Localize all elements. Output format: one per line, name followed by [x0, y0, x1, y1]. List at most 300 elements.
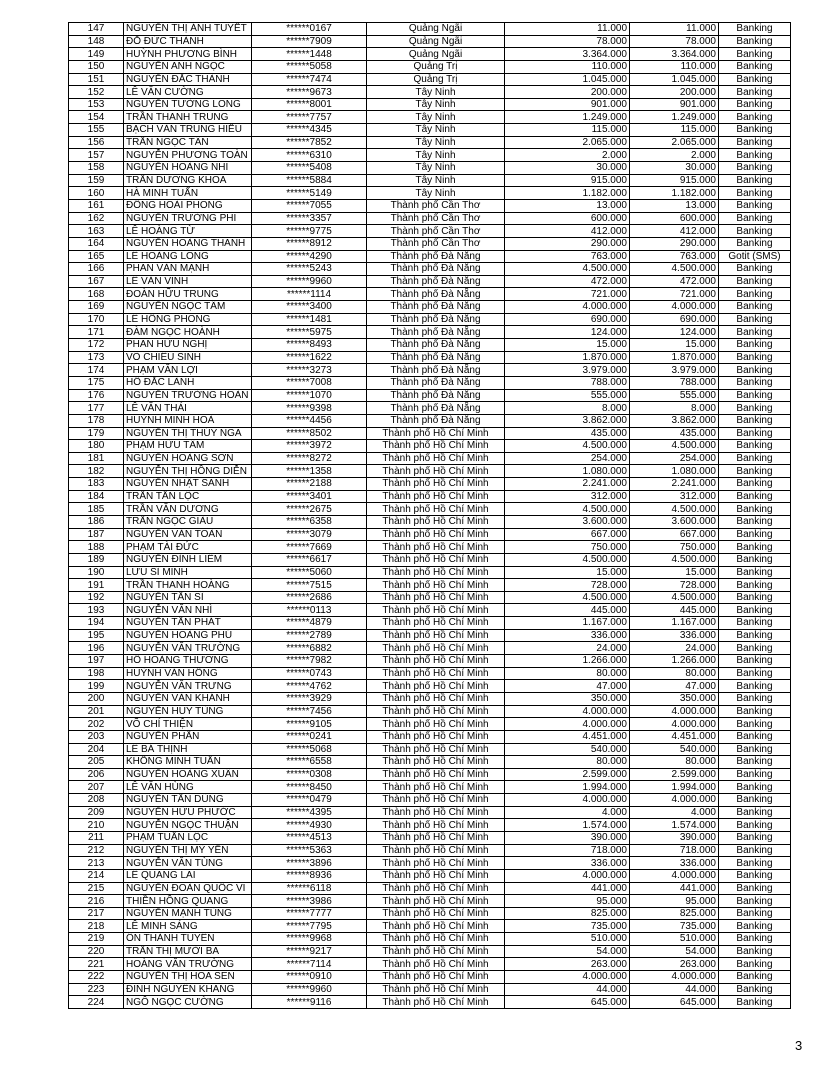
- paid-amount: 825.000: [630, 907, 719, 920]
- recipient-name: NGUYỄN NHẬT SANH: [124, 478, 252, 491]
- province: Thành phố Hồ Chí Minh: [367, 579, 505, 592]
- payment-channel: Banking: [719, 136, 791, 149]
- recipient-name: HÀ MINH TUẤN: [124, 187, 252, 200]
- table-row: [69, 124, 791, 137]
- province: Tây Ninh: [367, 136, 505, 149]
- paid-amount: 3.600.000: [630, 515, 719, 528]
- recipient-name: NGUYỄN HOÀNG PHÚ: [124, 629, 252, 642]
- account-number: ******7982: [252, 655, 367, 668]
- amount: 4.500.000: [505, 440, 630, 453]
- amount: 721.000: [505, 288, 630, 301]
- account-number: ******7669: [252, 541, 367, 554]
- amount: 4.500.000: [505, 591, 630, 604]
- table-row: [69, 667, 791, 680]
- amount: 718.000: [505, 844, 630, 857]
- amount: 390.000: [505, 832, 630, 845]
- province: Thành phố Cần Thơ: [367, 199, 505, 212]
- amount: 115.000: [505, 124, 630, 137]
- paid-amount: 4.000.000: [630, 794, 719, 807]
- paid-amount: 390.000: [630, 832, 719, 845]
- payment-channel: Banking: [719, 541, 791, 554]
- province: Thành phố Cần Thơ: [367, 237, 505, 250]
- paid-amount: 8.000: [630, 402, 719, 415]
- account-number: ******4290: [252, 250, 367, 263]
- paid-amount: 15.000: [630, 566, 719, 579]
- table-row: [69, 591, 791, 604]
- row-number: 213: [69, 857, 124, 870]
- table-row: [69, 768, 791, 781]
- recipient-name: NGUYỄN HOÀNG XUÂN: [124, 768, 252, 781]
- payment-channel: Banking: [719, 73, 791, 86]
- payment-channel: Banking: [719, 832, 791, 845]
- account-number: ******8936: [252, 869, 367, 882]
- paid-amount: 4.500.000: [630, 553, 719, 566]
- province: Thành phố Đà Nẵng: [367, 339, 505, 352]
- recipient-name: TRẦN DƯƠNG KHOA: [124, 174, 252, 187]
- amount: 510.000: [505, 933, 630, 946]
- account-number: ******4345: [252, 124, 367, 137]
- account-number: ******8502: [252, 427, 367, 440]
- row-number: 192: [69, 591, 124, 604]
- paid-amount: 4.000.000: [630, 869, 719, 882]
- payment-channel: Banking: [719, 187, 791, 200]
- row-number: 176: [69, 389, 124, 402]
- recipient-name: NGUYỄN THỊ HỒNG DIỄN: [124, 465, 252, 478]
- account-number: ******5243: [252, 263, 367, 276]
- table-row: [69, 250, 791, 263]
- row-number: 203: [69, 730, 124, 743]
- table-row: [69, 440, 791, 453]
- recipient-name: NGUYỄN THỊ MỸ YẾN: [124, 844, 252, 857]
- account-number: ******5363: [252, 844, 367, 857]
- account-number: ******2675: [252, 503, 367, 516]
- paid-amount: 3.979.000: [630, 364, 719, 377]
- amount: 901.000: [505, 98, 630, 111]
- province: Tây Ninh: [367, 98, 505, 111]
- row-number: 155: [69, 124, 124, 137]
- amount: 1.249.000: [505, 111, 630, 124]
- payment-channel: Banking: [719, 376, 791, 389]
- province: Thành phố Hồ Chí Minh: [367, 541, 505, 554]
- recipient-name: PHẠM TUẤN LỘC: [124, 832, 252, 845]
- account-number: ******0743: [252, 667, 367, 680]
- province: Thành phố Hồ Chí Minh: [367, 566, 505, 579]
- province: Tây Ninh: [367, 149, 505, 162]
- account-number: ******8912: [252, 237, 367, 250]
- payment-channel: Banking: [719, 629, 791, 642]
- paid-amount: 312.000: [630, 490, 719, 503]
- province: Tây Ninh: [367, 124, 505, 137]
- account-number: ******5884: [252, 174, 367, 187]
- payment-channel: Banking: [719, 882, 791, 895]
- payment-channel: Banking: [719, 730, 791, 743]
- amount: 124.000: [505, 326, 630, 339]
- table-row: [69, 48, 791, 61]
- recipient-name: LÊ QUANG LAI: [124, 869, 252, 882]
- province: Thành phố Hồ Chí Minh: [367, 528, 505, 541]
- row-number: 222: [69, 971, 124, 984]
- province: Thành phố Hồ Chí Minh: [367, 655, 505, 668]
- row-number: 180: [69, 440, 124, 453]
- page-number: 3: [795, 1038, 803, 1053]
- paid-amount: 15.000: [630, 339, 719, 352]
- paid-amount: 54.000: [630, 945, 719, 958]
- paid-amount: 115.000: [630, 124, 719, 137]
- recipient-name: BẠCH VĂN TRUNG HIẾU: [124, 124, 252, 137]
- account-number: ******9960: [252, 983, 367, 996]
- amount: 78.000: [505, 35, 630, 48]
- amount: 4.451.000: [505, 730, 630, 743]
- amount: 4.000.000: [505, 971, 630, 984]
- amount: 13.000: [505, 199, 630, 212]
- table-row: [69, 23, 791, 36]
- amount: 11.000: [505, 23, 630, 36]
- row-number: 189: [69, 553, 124, 566]
- row-number: 224: [69, 996, 124, 1009]
- account-number: ******0308: [252, 768, 367, 781]
- account-number: ******6310: [252, 149, 367, 162]
- row-number: 156: [69, 136, 124, 149]
- amount: 1.080.000: [505, 465, 630, 478]
- recipient-name: NGUYỄN PHƯƠNG TOÀN: [124, 149, 252, 162]
- account-number: ******0167: [252, 23, 367, 36]
- paid-amount: 2.599.000: [630, 768, 719, 781]
- payment-channel: Banking: [719, 402, 791, 415]
- payment-channel: Banking: [719, 263, 791, 276]
- province: Thành phố Đà Nẵng: [367, 326, 505, 339]
- amount: 24.000: [505, 642, 630, 655]
- recipient-name: THIỀN HỒNG QUANG: [124, 895, 252, 908]
- payment-channel: Banking: [719, 339, 791, 352]
- payment-channel: Banking: [719, 743, 791, 756]
- table-row: [69, 844, 791, 857]
- amount: 4.000.000: [505, 718, 630, 731]
- recipient-name: NGUYỄN NGỌC THUẬN: [124, 819, 252, 832]
- amount: 750.000: [505, 541, 630, 554]
- paid-amount: 13.000: [630, 199, 719, 212]
- recipient-name: NGUYỄN HUY TÙNG: [124, 705, 252, 718]
- table-row: [69, 288, 791, 301]
- paid-amount: 510.000: [630, 933, 719, 946]
- paid-amount: 915.000: [630, 174, 719, 187]
- amount: 350.000: [505, 692, 630, 705]
- account-number: ******9775: [252, 225, 367, 238]
- recipient-name: HUỲNH PHƯƠNG BÌNH: [124, 48, 252, 61]
- table-row: [69, 680, 791, 693]
- amount: 200.000: [505, 86, 630, 99]
- recipient-name: NGUYỄN TRƯỜNG PHI: [124, 212, 252, 225]
- payment-channel: Banking: [719, 275, 791, 288]
- table-row: [69, 857, 791, 870]
- account-number: ******6558: [252, 756, 367, 769]
- table-row: [69, 427, 791, 440]
- payment-channel: Banking: [719, 591, 791, 604]
- recipient-name: TRẦN TẤN LỘC: [124, 490, 252, 503]
- payment-channel: Banking: [719, 35, 791, 48]
- row-number: 163: [69, 225, 124, 238]
- account-number: ******3357: [252, 212, 367, 225]
- amount: 15.000: [505, 339, 630, 352]
- payment-channel: Banking: [719, 819, 791, 832]
- table-row: [69, 503, 791, 516]
- paid-amount: 4.500.000: [630, 263, 719, 276]
- row-number: 150: [69, 60, 124, 73]
- paid-amount: 472.000: [630, 275, 719, 288]
- row-number: 217: [69, 907, 124, 920]
- payment-channel: Banking: [719, 48, 791, 61]
- row-number: 211: [69, 832, 124, 845]
- row-number: 170: [69, 313, 124, 326]
- province: Thành phố Hồ Chí Minh: [367, 781, 505, 794]
- province: Thành phố Hồ Chí Minh: [367, 882, 505, 895]
- account-number: ******5068: [252, 743, 367, 756]
- account-number: ******7055: [252, 199, 367, 212]
- table-row: [69, 933, 791, 946]
- table-row: [69, 541, 791, 554]
- table-row: [69, 655, 791, 668]
- province: Tây Ninh: [367, 86, 505, 99]
- account-number: ******5060: [252, 566, 367, 579]
- row-number: 223: [69, 983, 124, 996]
- province: Thành phố Hồ Chí Minh: [367, 844, 505, 857]
- recipient-name: LÊ BÁ THỊNH: [124, 743, 252, 756]
- account-number: ******5975: [252, 326, 367, 339]
- recipient-name: NGUYỄN HOÀNG NHI: [124, 162, 252, 175]
- row-number: 188: [69, 541, 124, 554]
- amount: 412.000: [505, 225, 630, 238]
- recipient-name: NGÔ NGỌC CƯỜNG: [124, 996, 252, 1009]
- amount: 763.000: [505, 250, 630, 263]
- account-number: ******1114: [252, 288, 367, 301]
- recipient-name: NGUYỄN TẤN SĨ: [124, 591, 252, 604]
- recipient-name: HỒ ĐẮC LÀNH: [124, 376, 252, 389]
- province: Thành phố Hồ Chí Minh: [367, 452, 505, 465]
- amount: 2.000: [505, 149, 630, 162]
- recipient-name: TRẦN THANH HOÀNG: [124, 579, 252, 592]
- payment-channel: Banking: [719, 933, 791, 946]
- row-number: 160: [69, 187, 124, 200]
- province: Quảng Trị: [367, 60, 505, 73]
- province: Thành phố Đà Nẵng: [367, 301, 505, 314]
- recipient-name: NGUYỄN TẤN PHÁT: [124, 617, 252, 630]
- table-row: [69, 174, 791, 187]
- table-row: [69, 35, 791, 48]
- payment-channel: Banking: [719, 794, 791, 807]
- payment-channel: Banking: [719, 945, 791, 958]
- table-row: [69, 212, 791, 225]
- paid-amount: 30.000: [630, 162, 719, 175]
- account-number: ******3896: [252, 857, 367, 870]
- account-number: ******1448: [252, 48, 367, 61]
- row-number: 186: [69, 515, 124, 528]
- province: Thành phố Hồ Chí Minh: [367, 515, 505, 528]
- account-number: ******8272: [252, 452, 367, 465]
- row-number: 159: [69, 174, 124, 187]
- amount: 95.000: [505, 895, 630, 908]
- payment-channel: Banking: [719, 465, 791, 478]
- row-number: 183: [69, 478, 124, 491]
- table-row: [69, 136, 791, 149]
- paid-amount: 1.870.000: [630, 351, 719, 364]
- paid-amount: 263.000: [630, 958, 719, 971]
- account-number: ******3273: [252, 364, 367, 377]
- row-number: 151: [69, 73, 124, 86]
- row-number: 167: [69, 275, 124, 288]
- paid-amount: 750.000: [630, 541, 719, 554]
- paid-amount: 690.000: [630, 313, 719, 326]
- province: Thành phố Cần Thơ: [367, 212, 505, 225]
- recipient-name: NGUYỄN HỮU PHƯỚC: [124, 806, 252, 819]
- account-number: ******6358: [252, 515, 367, 528]
- paid-amount: 4.000: [630, 806, 719, 819]
- table-row: [69, 781, 791, 794]
- amount: 4.000.000: [505, 301, 630, 314]
- amount: 110.000: [505, 60, 630, 73]
- recipient-name: NGUYỄN THỊ THÚY NGA: [124, 427, 252, 440]
- recipient-name: PHAN VĂN MẠNH: [124, 263, 252, 276]
- table-row: [69, 414, 791, 427]
- recipient-name: LÊ VĂN CƯỜNG: [124, 86, 252, 99]
- province: Thành phố Hồ Chí Minh: [367, 427, 505, 440]
- recipient-name: NGUYỄN NGỌC TÂM: [124, 301, 252, 314]
- recipient-name: PHẠM VĂN LỢI: [124, 364, 252, 377]
- payment-channel: Banking: [719, 313, 791, 326]
- table-row: [69, 794, 791, 807]
- province: Thành phố Hồ Chí Minh: [367, 680, 505, 693]
- recipient-name: ĐỖ ĐỨC THÀNH: [124, 35, 252, 48]
- paid-amount: 290.000: [630, 237, 719, 250]
- account-number: ******9116: [252, 996, 367, 1009]
- recipient-name: VÕ CHÍ THIỆN: [124, 718, 252, 731]
- table-row: [69, 187, 791, 200]
- row-number: 172: [69, 339, 124, 352]
- payment-channel: Banking: [719, 566, 791, 579]
- row-number: 147: [69, 23, 124, 36]
- table-row: [69, 958, 791, 971]
- row-number: 210: [69, 819, 124, 832]
- row-number: 178: [69, 414, 124, 427]
- row-number: 204: [69, 743, 124, 756]
- province: Thành phố Hồ Chí Minh: [367, 895, 505, 908]
- recipient-name: PHAN HỮU NGHỊ: [124, 339, 252, 352]
- province: Thành phố Đà Nẵng: [367, 389, 505, 402]
- paid-amount: 2.000: [630, 149, 719, 162]
- amount: 540.000: [505, 743, 630, 756]
- province: Thành phố Hồ Chí Minh: [367, 718, 505, 731]
- recipient-name: NGUYỄN VĂN TÙNG: [124, 857, 252, 870]
- account-number: ******6882: [252, 642, 367, 655]
- payment-channel: Banking: [719, 857, 791, 870]
- recipient-name: LÊ HOÀNG TỪ: [124, 225, 252, 238]
- table-row: [69, 162, 791, 175]
- row-number: 193: [69, 604, 124, 617]
- table-row: [69, 490, 791, 503]
- amount: 445.000: [505, 604, 630, 617]
- recipient-name: LÊ MINH SÁNG: [124, 920, 252, 933]
- recipient-name: ĐÀM NGỌC HOÀNH: [124, 326, 252, 339]
- paid-amount: 110.000: [630, 60, 719, 73]
- amount: 4.000.000: [505, 869, 630, 882]
- payment-channel: Banking: [719, 781, 791, 794]
- payment-channel: Banking: [719, 288, 791, 301]
- payment-channel: Banking: [719, 237, 791, 250]
- account-number: ******2789: [252, 629, 367, 642]
- table-row: [69, 452, 791, 465]
- amount: 555.000: [505, 389, 630, 402]
- payment-channel: Banking: [719, 212, 791, 225]
- row-number: 174: [69, 364, 124, 377]
- payment-channel: Banking: [719, 23, 791, 36]
- payment-channel: Banking: [719, 490, 791, 503]
- amount: 915.000: [505, 174, 630, 187]
- table-row: [69, 111, 791, 124]
- account-number: ******0241: [252, 730, 367, 743]
- row-number: 165: [69, 250, 124, 263]
- recipient-name: ĐINH NGUYÊN KHANG: [124, 983, 252, 996]
- paid-amount: 2.241.000: [630, 478, 719, 491]
- amount: 3.600.000: [505, 515, 630, 528]
- paid-amount: 1.167.000: [630, 617, 719, 630]
- account-number: ******6617: [252, 553, 367, 566]
- payment-channel: Banking: [719, 718, 791, 731]
- account-number: ******3972: [252, 440, 367, 453]
- paid-amount: 718.000: [630, 844, 719, 857]
- account-number: ******1358: [252, 465, 367, 478]
- row-number: 191: [69, 579, 124, 592]
- recipient-name: HOÀNG VĂN TRƯỜNG: [124, 958, 252, 971]
- province: Thành phố Cần Thơ: [367, 225, 505, 238]
- table-row: [69, 263, 791, 276]
- payment-channel: Banking: [719, 579, 791, 592]
- account-number: ******7757: [252, 111, 367, 124]
- recipient-name: TRẦN VĂN DƯƠNG: [124, 503, 252, 516]
- amount: 3.364.000: [505, 48, 630, 61]
- province: Thành phố Hồ Chí Minh: [367, 869, 505, 882]
- recipient-name: NGUYỄN TƯỜNG LONG: [124, 98, 252, 111]
- row-number: 168: [69, 288, 124, 301]
- table-row: [69, 149, 791, 162]
- amount: 825.000: [505, 907, 630, 920]
- row-number: 195: [69, 629, 124, 642]
- recipient-name: NGUYỄN ĐÌNH LIÊM: [124, 553, 252, 566]
- paid-amount: 4.451.000: [630, 730, 719, 743]
- account-number: ******8450: [252, 781, 367, 794]
- payment-channel: Banking: [719, 655, 791, 668]
- account-number: ******8001: [252, 98, 367, 111]
- payment-channel: Banking: [719, 604, 791, 617]
- recipient-name: TRẦN NGỌC TÂN: [124, 136, 252, 149]
- row-number: 177: [69, 402, 124, 415]
- table-row: [69, 642, 791, 655]
- row-number: 206: [69, 768, 124, 781]
- account-number: ******5408: [252, 162, 367, 175]
- province: Thành phố Đà Nẵng: [367, 414, 505, 427]
- paid-amount: 4.000.000: [630, 718, 719, 731]
- table-row: [69, 996, 791, 1009]
- recipient-name: ĐỒNG HOÀI PHONG: [124, 199, 252, 212]
- paid-amount: 80.000: [630, 756, 719, 769]
- account-number: ******2686: [252, 591, 367, 604]
- row-number: 164: [69, 237, 124, 250]
- payment-channel: Gotit (SMS): [719, 250, 791, 263]
- amount: 312.000: [505, 490, 630, 503]
- payment-channel: Banking: [719, 920, 791, 933]
- account-number: ******7515: [252, 579, 367, 592]
- province: Thành phố Hồ Chí Minh: [367, 806, 505, 819]
- amount: 336.000: [505, 857, 630, 870]
- table-row: [69, 237, 791, 250]
- account-number: ******9673: [252, 86, 367, 99]
